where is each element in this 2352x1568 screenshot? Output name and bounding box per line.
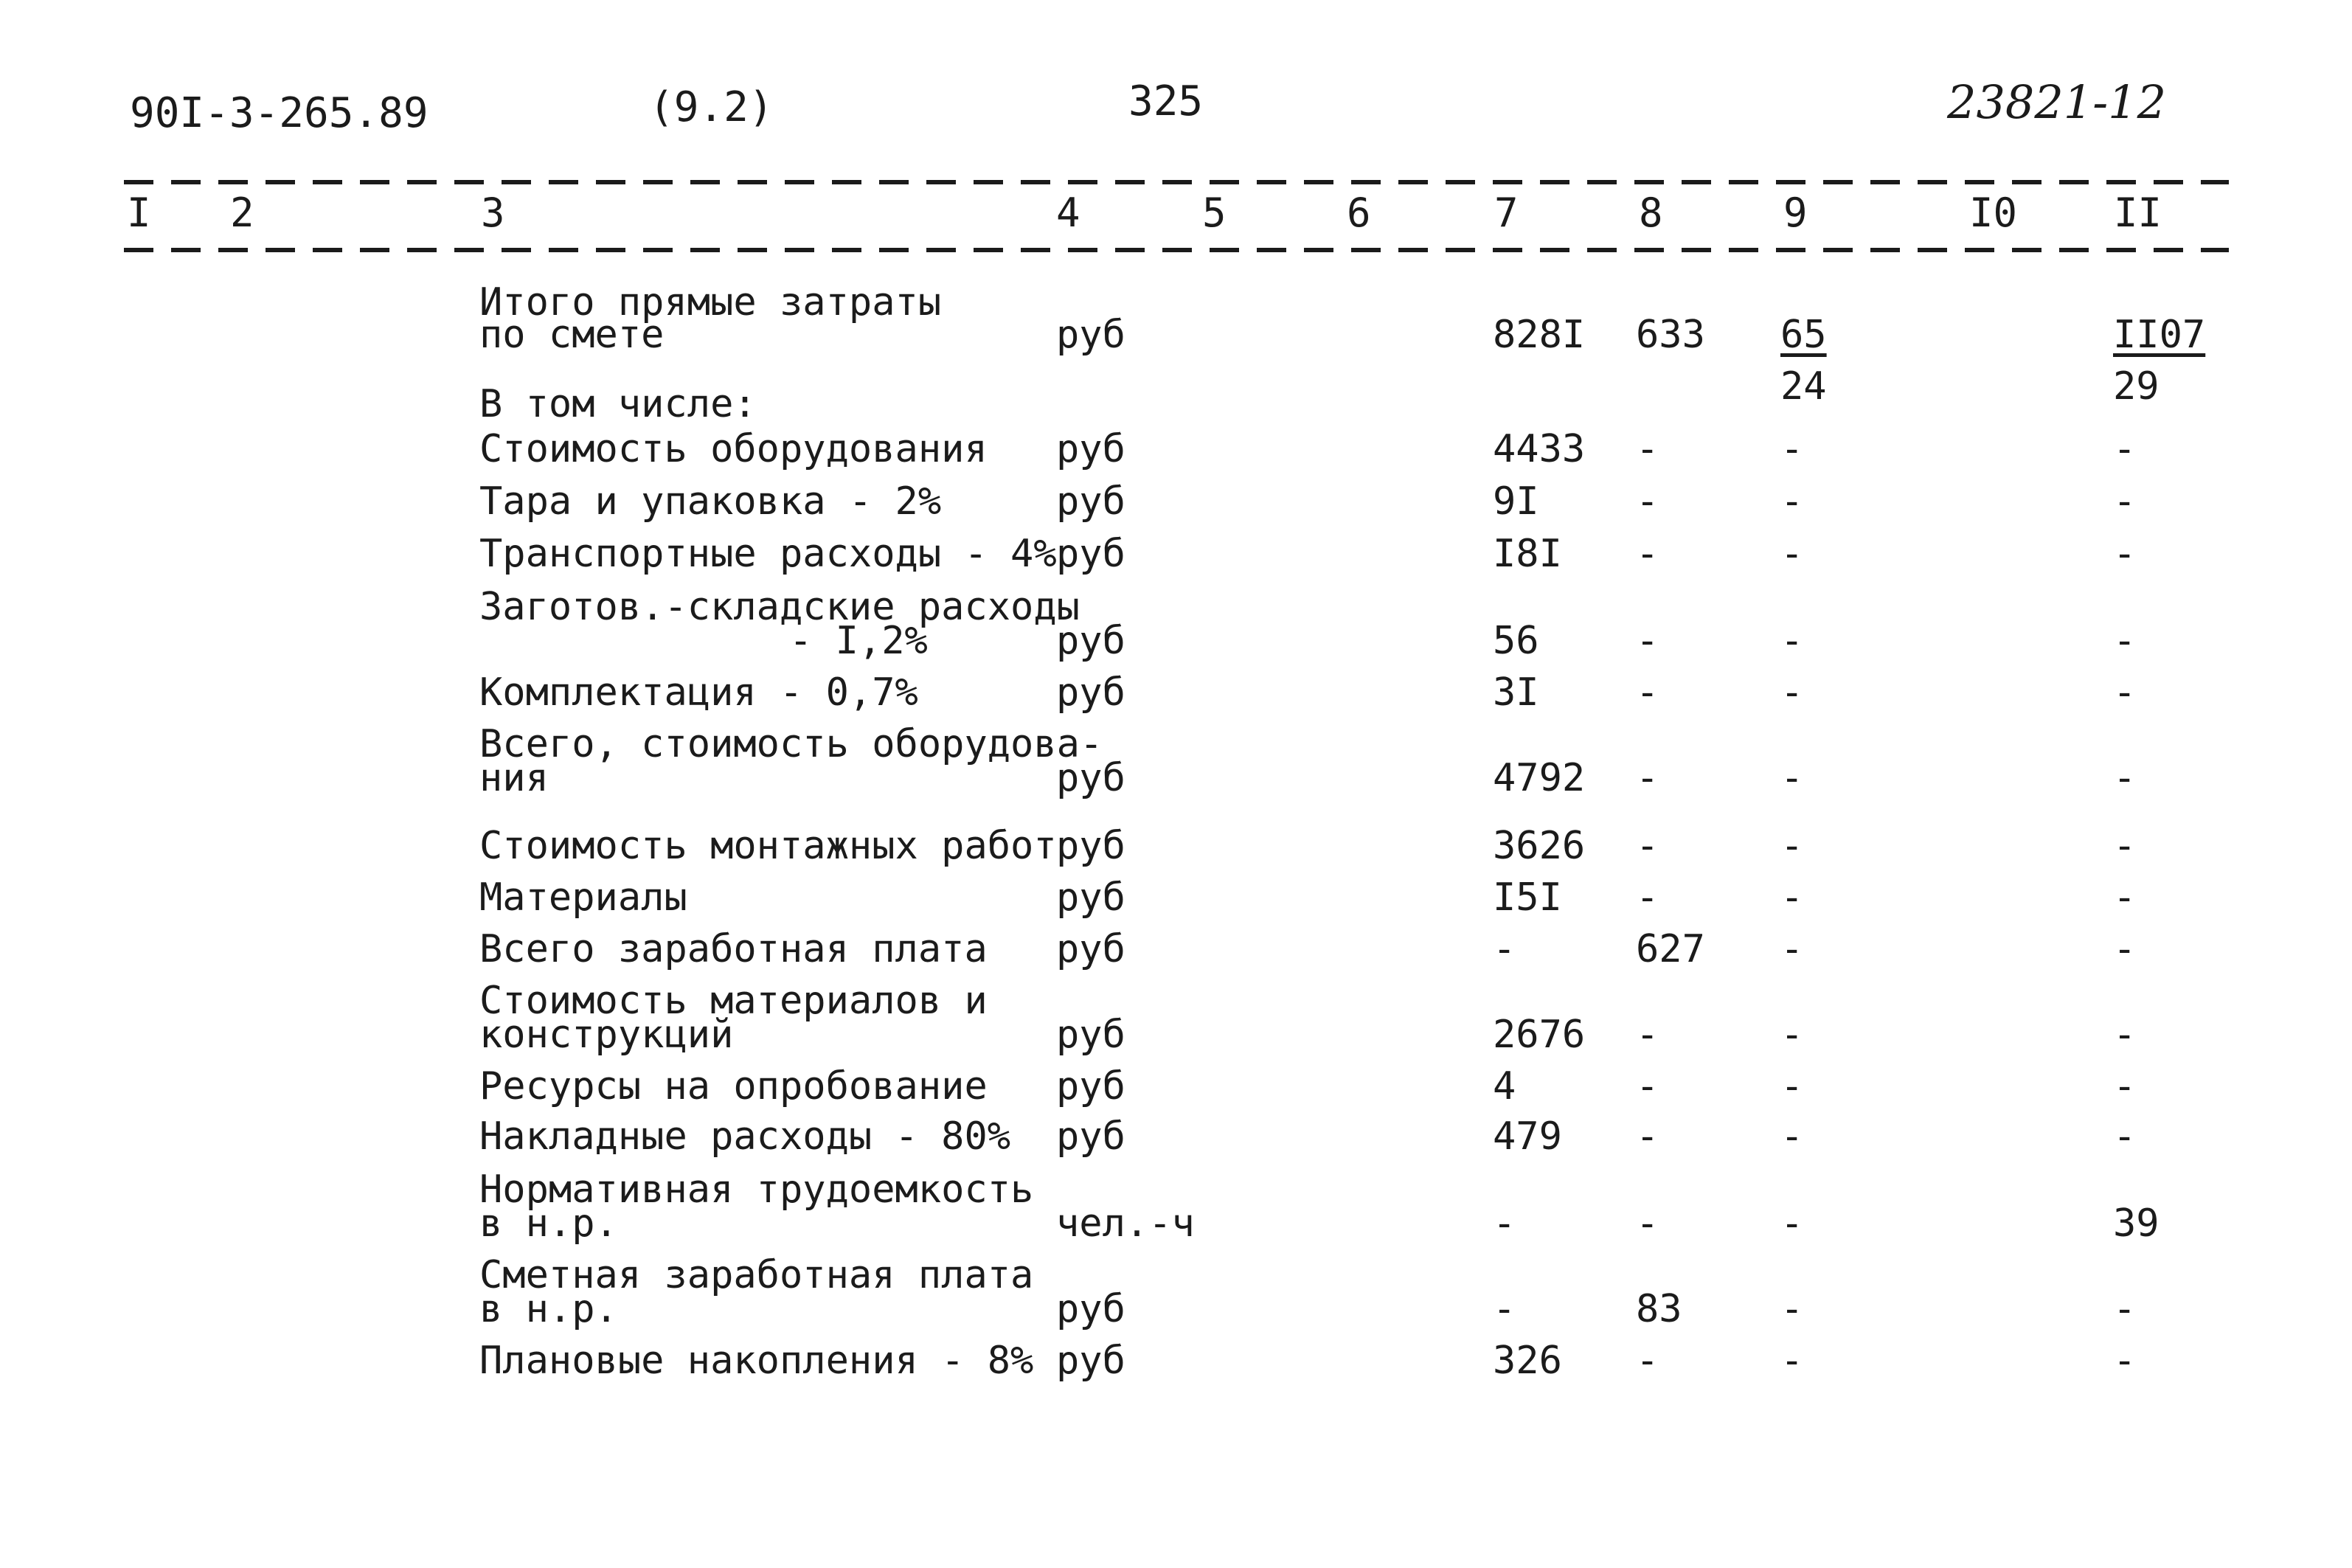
row-unit: руб (1056, 479, 1125, 524)
row-col8: 627 (1636, 927, 1705, 971)
row-col9: - (1780, 875, 1804, 920)
row-label: Материалы (479, 875, 687, 920)
total-col11-top: II07 (2113, 313, 2206, 357)
column-number-6: 6 (1347, 190, 1371, 236)
row-col9: - (1780, 619, 1804, 663)
page-number: 325 (1128, 77, 1204, 125)
row-label: Тара и упаковка - 2% (479, 479, 942, 524)
row-col9: - (1780, 1114, 1804, 1159)
row-col11: - (2113, 927, 2137, 971)
row-col9: - (1780, 1339, 1804, 1383)
row-col11: - (2113, 619, 2137, 663)
row-col11: - (2113, 756, 2137, 800)
table-row (0, 875, 2352, 971)
row-col8: - (1636, 756, 1659, 800)
row-col7: 2676 (1493, 1013, 1586, 1057)
row-label: Всего, стоимость оборудова- ния (479, 722, 1103, 800)
section-number: (9.2) (649, 83, 774, 131)
row-col7: I8I (1493, 532, 1562, 576)
row-unit: руб (1056, 1287, 1125, 1331)
row-col8: - (1636, 875, 1659, 920)
column-number-9: 9 (1783, 190, 1808, 236)
total-col11-bottom: 29 (2113, 364, 2160, 409)
row-label: Стоимость материалов и конструкций (479, 979, 988, 1057)
row-col9: - (1780, 1287, 1804, 1331)
row-col11: - (2113, 1287, 2137, 1331)
row-col11: 39 (2113, 1201, 2160, 1246)
column-number-3: 3 (481, 190, 505, 236)
column-number-2: 2 (230, 190, 254, 236)
total-col8: 633 (1636, 313, 1705, 357)
column-number-7: 7 (1494, 190, 1519, 236)
column-number-10: I0 (1969, 190, 2018, 236)
document-code: 90I-3-265.89 (130, 89, 429, 137)
row-col11: - (2113, 479, 2137, 524)
row-unit: руб (1056, 1064, 1125, 1109)
row-col9: - (1780, 479, 1804, 524)
table-row (0, 621, 2352, 715)
row-col8: 83 (1636, 1287, 1682, 1331)
table-row (0, 1289, 2352, 1383)
row-col7: 56 (1493, 619, 1539, 663)
total-label-line1: Итого прямые затраты (479, 280, 942, 325)
row-col7: 4792 (1493, 756, 1586, 800)
row-col7: - (1493, 1287, 1516, 1331)
inventory-number: 23821-12 (1947, 75, 2167, 129)
row-col8: - (1636, 824, 1659, 868)
row-label: Заготов.-складские расходы - I,2% (479, 585, 1080, 663)
row-unit: руб (1056, 875, 1125, 920)
row-unit: руб (1056, 1339, 1125, 1383)
column-number-4: 4 (1056, 190, 1080, 236)
column-number-1: I (127, 190, 151, 236)
row-col8: - (1636, 1201, 1659, 1246)
row-unit: руб (1056, 1013, 1125, 1057)
row-col8: - (1636, 1013, 1659, 1057)
row-label: Стоимость монтажных работ (479, 824, 1057, 868)
row-col11: - (2113, 670, 2137, 715)
row-col11: - (2113, 1013, 2137, 1057)
total-unit: руб (1056, 313, 1125, 357)
row-col8: - (1636, 479, 1659, 524)
row-unit: руб (1056, 619, 1125, 663)
row-col8: - (1636, 1114, 1659, 1159)
row-unit: руб (1056, 427, 1125, 471)
row-col11: - (2113, 824, 2137, 868)
row-unit: руб (1056, 532, 1125, 576)
row-col8: - (1636, 427, 1659, 471)
row-col7: 3626 (1493, 824, 1586, 868)
row-col7: - (1493, 927, 1516, 971)
total-col9-bottom: 24 (1780, 364, 1827, 409)
row-col8: - (1636, 1064, 1659, 1109)
row-col11: - (2113, 1114, 2137, 1159)
row-col9: - (1780, 670, 1804, 715)
column-number-8: 8 (1639, 190, 1663, 236)
row-col9: - (1780, 532, 1804, 576)
column-number-5: 5 (1202, 190, 1227, 236)
including-label: В том числе: (479, 382, 757, 426)
row-col9: - (1780, 427, 1804, 471)
row-unit: руб (1056, 756, 1125, 800)
row-label: Стоимость оборудования (479, 427, 988, 471)
row-col7: 3I (1493, 670, 1539, 715)
row-col8: - (1636, 619, 1659, 663)
row-col9: - (1780, 756, 1804, 800)
row-label: Сметная заработная плата в н.р. (479, 1253, 1034, 1331)
row-label: Транспортные расходы - 4% (479, 532, 1057, 576)
row-col9: - (1780, 824, 1804, 868)
row-col7: 9I (1493, 479, 1539, 524)
row-label: Накладные расходы - 80% (479, 1114, 1011, 1159)
table-row (0, 1065, 2352, 1159)
row-label: Ресурсы на опробование (479, 1064, 988, 1109)
row-col11: - (2113, 427, 2137, 471)
table-row (0, 1152, 2352, 1246)
row-col7: 326 (1493, 1339, 1562, 1383)
row-unit: руб (1056, 824, 1125, 868)
row-label: Комплектация - 0,7% (479, 670, 918, 715)
row-col7: 4 (1493, 1064, 1516, 1109)
row-col7: 4433 (1493, 427, 1586, 471)
row-col7: 479 (1493, 1114, 1562, 1159)
row-label: Плановые накопления - 8% (479, 1339, 1034, 1383)
row-unit: чел.-ч (1056, 1201, 1195, 1246)
total-label-line2: по смете (479, 313, 665, 357)
row-col11: - (2113, 875, 2137, 920)
row-col8: - (1636, 670, 1659, 715)
row-unit: руб (1056, 670, 1125, 715)
total-col9-top: 65 (1780, 313, 1827, 357)
row-label: Всего заработная плата (479, 927, 988, 971)
row-unit: руб (1056, 1114, 1125, 1159)
row-col7: I5I (1493, 875, 1562, 920)
table-row (0, 479, 2352, 576)
row-col11: - (2113, 1339, 2137, 1383)
column-number-11: II (2114, 190, 2162, 236)
header-rule-bottom (124, 248, 2229, 252)
row-col9: - (1780, 1201, 1804, 1246)
total-col7: 828I (1493, 313, 1586, 357)
row-unit: руб (1056, 927, 1125, 971)
header-rule-top (124, 180, 2229, 184)
row-col8: - (1636, 532, 1659, 576)
row-col7: - (1493, 1201, 1516, 1246)
row-label: Нормативная трудоемкость в н.р. (479, 1168, 1034, 1246)
row-col9: - (1780, 927, 1804, 971)
row-col9: - (1780, 1064, 1804, 1109)
row-col11: - (2113, 1064, 2137, 1109)
row-col11: - (2113, 532, 2137, 576)
row-col8: - (1636, 1339, 1659, 1383)
row-col9: - (1780, 1013, 1804, 1057)
